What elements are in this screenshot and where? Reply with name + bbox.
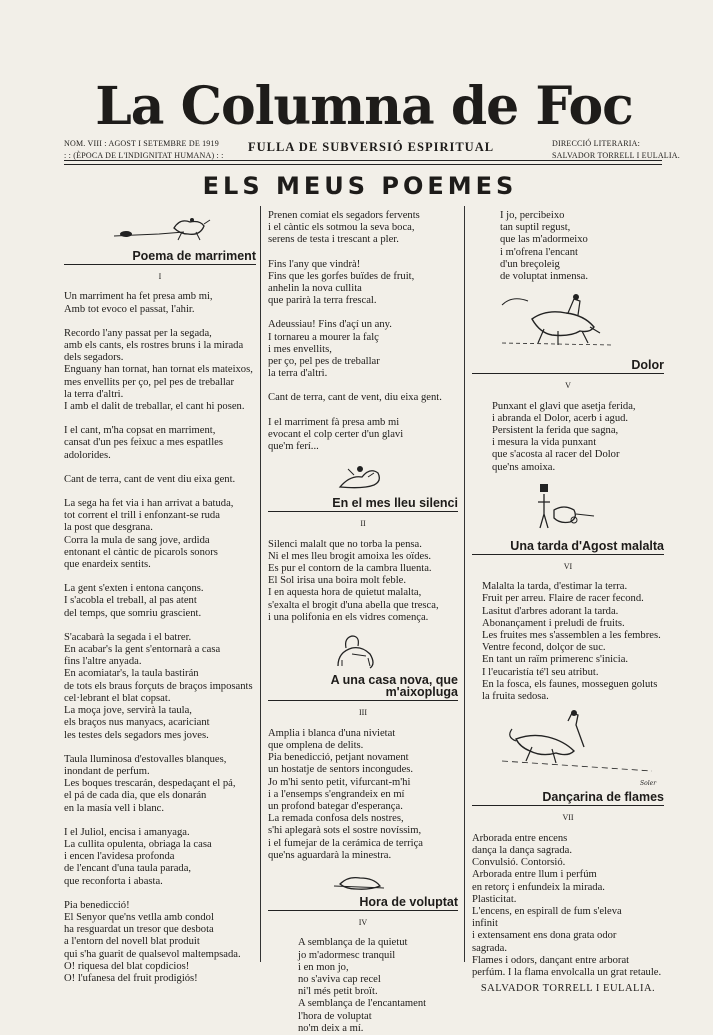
section-title: ELS MEUS POEMES: [202, 172, 518, 200]
verse-line: S'acabarà la segada i el batrer.: [64, 631, 192, 643]
stanza-break: [64, 888, 256, 900]
picador-horse-sketch: [268, 632, 458, 670]
verse-line: no'm deix a mí.: [298, 1022, 364, 1034]
dancer-bull-sketch: [472, 709, 664, 787]
verse-line: Les fruites mes s'assemblen a les fembres.: [482, 630, 661, 642]
poem-number-3: III: [359, 708, 367, 718]
verse-line: I s'acobla el treball, al pas atent: [64, 595, 197, 607]
verse-line: cel·lebrant el blat copsat.: [64, 692, 171, 704]
artist-signature: Soler: [640, 780, 657, 788]
verse-line: I amb el dalit de treballar, el cant hi posen.: [64, 401, 245, 413]
verse-line: Convulsió. Contorsió.: [472, 857, 566, 869]
verse-line: Enguany han tornat, han tornat els mateixos,: [64, 364, 253, 376]
verse-line: Fins que les gorfes buïdes de fruit,: [268, 270, 415, 282]
stanza-break: [268, 247, 458, 259]
poem-title-6: Una tarda d'Agost malalta: [472, 540, 664, 555]
poem-number-7: VII: [562, 813, 574, 823]
subtitle: FULLA DE SUBVERSIÓ ESPIRITUAL: [248, 140, 495, 154]
stanza-break: [64, 815, 256, 827]
verse-line: El Senyor que'ns vetlla amb condol: [64, 911, 214, 923]
verse-line: i mesura la vida punxant: [492, 437, 597, 449]
verse-line: no s'aviva cap recel: [298, 973, 381, 985]
verse-line: cansat d'un pes feixuc a mes espatlles: [64, 437, 223, 449]
verse-line: Un marriment ha fet presa amb mi,: [64, 291, 213, 303]
verse-line: ha resguardat un tresor que desbota: [64, 924, 214, 936]
direction-info: [552, 138, 680, 162]
verse-line: infinit: [472, 918, 498, 930]
verse-line: Silenci malalt que no torba la pensa.: [268, 538, 422, 550]
verse-line: Amplia i blanca d'una nivietat: [268, 727, 396, 739]
verse-line: un profond bategar d'esperança.: [268, 800, 403, 812]
poem-text-2: [268, 539, 458, 624]
verse-line: tot corrent el trill i enfonzant-se ruda: [64, 510, 220, 522]
verse-line: que'ns aguardarà la minestra.: [268, 849, 392, 861]
direction-label: DIRECCIÓ LITERARIA:: [552, 139, 641, 148]
verse-line: Malalta la tarda, d'estimar la terra.: [482, 581, 628, 593]
verse-line: Abonançament i preludi de fruits.: [482, 617, 625, 629]
masthead-title: La Columna de Foc: [95, 76, 633, 137]
verse-line: Recordo l'any passat per la segada,: [64, 327, 212, 339]
verse-line: i en mon jo,: [298, 961, 349, 973]
verse-line: Ventre fecond, dolçor de suc.: [482, 642, 606, 654]
verse-line: que parirà la terra frescal.: [268, 295, 377, 307]
verse-line: La gent s'exten i entona cançons.: [64, 583, 204, 595]
verse-line: dança la dança sagrada.: [472, 844, 572, 856]
verse-line: que s'acosta al racer del Dolor: [492, 449, 620, 461]
poem-text-7: [472, 833, 664, 979]
verse-line: Cant de terra, cant de vent, diu eixa gent.: [268, 392, 442, 404]
column-1: [64, 210, 256, 985]
stanza-break: [64, 620, 256, 632]
verse-line: per ço, pel pes de treballar: [268, 356, 380, 368]
verse-line: que reconforta i abasta.: [64, 875, 163, 887]
top-hat-man-sketch: [472, 480, 664, 536]
verse-line: Plasticitat.: [472, 893, 517, 905]
verse-line: I el marriment fà presa amb mi: [268, 416, 400, 428]
poem-text-4: [268, 937, 458, 1035]
column-3: [472, 210, 664, 995]
verse-line: s'exalta el brogit d'una abella que tresca,: [268, 599, 439, 611]
column-divider-1: [260, 206, 261, 962]
stanza-break: [64, 742, 256, 754]
verse-line: de voluptat inmensa.: [500, 271, 588, 283]
verse-line: I jo, percibeixo: [500, 210, 565, 221]
fallen-figure-sketch: [268, 457, 458, 493]
verse-line: Amb tot evoco el passat, l'ahir.: [64, 303, 195, 315]
poem-number-5: V: [565, 381, 571, 391]
stanza-break: [268, 380, 458, 392]
verse-line: Les boques trescarán, despedaçant el pá,: [64, 778, 236, 790]
poem-number-2: II: [360, 519, 366, 529]
verse-line: i una polifonia en els vidres comença.: [268, 611, 429, 623]
verse-line: amb els cants, els rostres bruns i la mirada: [64, 340, 244, 352]
stanza-break: [268, 405, 458, 417]
verse-line: la terra d'altri.: [64, 388, 124, 400]
poem-text-6: [472, 581, 664, 703]
verse-line: I tornareu a mourer la falç: [268, 331, 379, 343]
verse-line: I el Juliol, encisa i amanyaga.: [64, 826, 190, 838]
verse-line: ni'l més petit broït.: [298, 986, 378, 998]
verse-line: evocant el colp certer d'un glavi: [268, 428, 404, 440]
stanza-break: [64, 413, 256, 425]
verse-line: sagrada.: [472, 942, 507, 954]
verse-line: Arborada entre llum i perfúm: [472, 869, 597, 881]
verse-line: fins l'altre anyada.: [64, 656, 142, 668]
verse-line: Arborada entre encens: [472, 832, 568, 844]
verse-line: que'ns amoixa.: [492, 461, 556, 473]
column-2: [268, 210, 458, 1035]
verse-line: Flames i odors, dançant entre arborat: [472, 954, 630, 966]
poem-number-1: I: [158, 272, 162, 282]
verse-line: I l'eucaristía té'l seu atribut.: [482, 666, 599, 678]
poem-title-1: Poema de marriment: [64, 250, 256, 265]
verse-line: els braços nus manyacs, acariciant: [64, 717, 210, 729]
verse-line: O! riquesa del blat copdicios!: [64, 960, 190, 972]
verse-line: L'encens, en espirall de fum s'eleva: [472, 905, 622, 917]
verse-line: mes envellits per ço, pel pes de treballar: [64, 376, 235, 388]
header-rule-top: [64, 160, 662, 161]
verse-line: que enardeix sentits.: [64, 559, 151, 571]
stanza-break: [268, 307, 458, 319]
verse-line: en retorç i enfundeix la mirada.: [472, 881, 605, 893]
verse-line: inondant de perfum.: [64, 765, 150, 777]
stanza-break: [64, 316, 256, 328]
verse-line: serens de testa i trescant a pler.: [268, 234, 399, 246]
verse-line: Lasitut d'arbres adorant la tarda.: [482, 605, 619, 617]
verse-line: la post que desgrana.: [64, 522, 153, 534]
verse-line: adolorides.: [64, 449, 111, 461]
poem-title-5: Dolor: [472, 359, 664, 374]
verse-line: Corra la mula de sang jove, ardida: [64, 534, 210, 546]
verse-line: i el càntic els sotmou la seva boca,: [268, 222, 415, 234]
poem-text-5: [472, 401, 664, 474]
horse-rider-sketch: [472, 289, 664, 355]
verse-line: En acomiatar's, la taula bastirán: [64, 668, 199, 680]
verse-line: i el fumejar de la cerámica de terriça: [268, 837, 423, 849]
verse-line: A semblança de la quietut: [298, 937, 408, 949]
issue-info: [64, 138, 224, 162]
verse-line: tan suptil regust,: [500, 222, 571, 234]
verse-line: Jo m'hi sento petit, vifurcant-m'hi: [268, 776, 411, 788]
verse-line: les testes dels segadors mes joves.: [64, 729, 209, 741]
verse-line: Pia benedicció, petjant novament: [268, 752, 409, 764]
verse-line: de tots els braus forçuts de braços imposants: [64, 680, 253, 692]
verse-line: I el cant, m'ha copsat en marriment,: [64, 425, 216, 437]
director-name: SALVADOR TORRELL I EULALIA.: [552, 151, 680, 160]
poem-number-4: IV: [358, 918, 368, 928]
verse-line: Ni el mes lleu brogit amoixa les oïdes.: [268, 550, 431, 562]
verse-line: La remada confosa dels nostres,: [268, 813, 404, 825]
lying-bull-sketch: [268, 868, 458, 892]
verse-line: Taula lluminosa d'estovalles blanques,: [64, 753, 227, 765]
verse-line: En tant un raïm primerenc s'inicia.: [482, 654, 629, 666]
verse-line: i extensament ens dona grata odor: [472, 930, 617, 942]
verse-line: i m'ofrena l'encant: [500, 246, 578, 258]
poem-title-2: En el mes lleu silenci: [268, 497, 458, 512]
verse-line: i encen l'avidesa profonda: [64, 851, 175, 863]
verse-line: que'm ferí...: [268, 441, 319, 453]
verse-line: Prenen comiat els segadors fervents: [268, 210, 420, 221]
poem-title-7: Dançarina de flames: [472, 791, 664, 806]
verse-line: que las m'adormeixo: [500, 234, 588, 246]
verse-line: i abranda el Dolor, acerb i agud.: [492, 412, 629, 424]
issue-line-2: : : (ÈPOCA DE L'INDIGNITAT HUMANA) : :: [64, 151, 224, 160]
verse-line: Persistent la ferida que sagna,: [492, 425, 619, 437]
verse-line: I en aquesta hora de quietut malalta,: [268, 587, 422, 599]
stanza-break: [64, 571, 256, 583]
verse-line: jo m'adormesc tranquil: [298, 949, 396, 961]
poem-text-1: [64, 291, 256, 985]
verse-line: s'hi aplegarà sots el sostre novíssim,: [268, 825, 422, 837]
poem-text-4-continued: [472, 210, 664, 283]
verse-line: Fins l'any que vindrà!: [268, 258, 361, 270]
poem-text-1-continued: [268, 210, 458, 453]
verse-line: i a l'ensemps s'engrandeix en mí: [268, 788, 405, 800]
column-divider-2: [464, 206, 465, 962]
verse-line: l'hora de voluptat: [298, 1010, 372, 1022]
verse-line: anhelin la nova cullita: [268, 283, 362, 295]
verse-line: La sega ha fet via i han arrivat a batuda,: [64, 498, 234, 510]
verse-line: la terra d'altri.: [268, 368, 328, 380]
verse-line: perfúm. I la flama envolcalla un grat retaule.: [472, 966, 662, 978]
verse-line: Cant de terra, cant de vent diu eixa gent.: [64, 473, 236, 485]
verse-line: O! l'ufanesa del fruit prodigiós!: [64, 972, 198, 984]
verse-line: qui s'ha guarit de qualsevol maltempsada.: [64, 948, 241, 960]
verse-line: La cullita opulenta, obriaga la casa: [64, 838, 212, 850]
verse-line: i mes envellits,: [268, 343, 332, 355]
verse-line: a l'entorn del novell blat produit: [64, 936, 200, 948]
verse-line: Adeussiau! Fins d'açí un any.: [268, 319, 392, 331]
issue-line-1: NOM. VIII : AGOST I SETEMBRE DE 1919: [64, 139, 219, 148]
verse-line: El Sol irisa una boira molt feble.: [268, 575, 406, 587]
verse-line: En la fosca, els faunes, mosseguen goluts: [482, 678, 658, 690]
verse-line: de l'encant d'una taula parada,: [64, 863, 192, 875]
verse-line: en la masía vell i blanc.: [64, 802, 165, 814]
verse-line: La moça jove, servirà la taula,: [64, 705, 192, 717]
verse-line: el pá de cada dia, que els donarán: [64, 790, 207, 802]
poem-number-6: VI: [563, 562, 573, 572]
verse-line: Es pur el contorn de la cambra lluenta.: [268, 563, 432, 575]
verse-line: d'un breçoleig: [500, 258, 560, 270]
verse-line: A semblança de l'encantament: [298, 998, 427, 1010]
poem-title-4: Hora de voluptat: [268, 896, 458, 911]
header-rule-bottom: [64, 164, 662, 165]
verse-line: Punxant el glavi que asetja ferida,: [492, 400, 636, 412]
bullfight-sketch: [64, 210, 256, 246]
verse-line: Pia benedicció!: [64, 899, 130, 911]
verse-line: la fruita sedosa.: [482, 691, 549, 703]
poem-text-3: [268, 728, 458, 862]
verse-line: dels segadors.: [64, 352, 124, 364]
stanza-break: [64, 486, 256, 498]
verse-line: un hostatje de sentors incongudes.: [268, 764, 414, 776]
verse-line: del temps, que somriu grascient.: [64, 607, 202, 619]
verse-line: que omplena de delits.: [268, 739, 364, 751]
verse-line: Fruit per arreu. Flaire de racer fecond.: [482, 593, 644, 605]
stanza-break: [64, 462, 256, 474]
author-signature: SALVADOR TORRELL I EULALIA.: [480, 983, 656, 995]
verse-line: entonant el càntic de picarols sonors: [64, 546, 218, 558]
verse-line: En acabar's la gent s'entornarà a casa: [64, 644, 221, 656]
poem-title-3: A una casa nova, que m'aixopluga: [268, 674, 458, 701]
